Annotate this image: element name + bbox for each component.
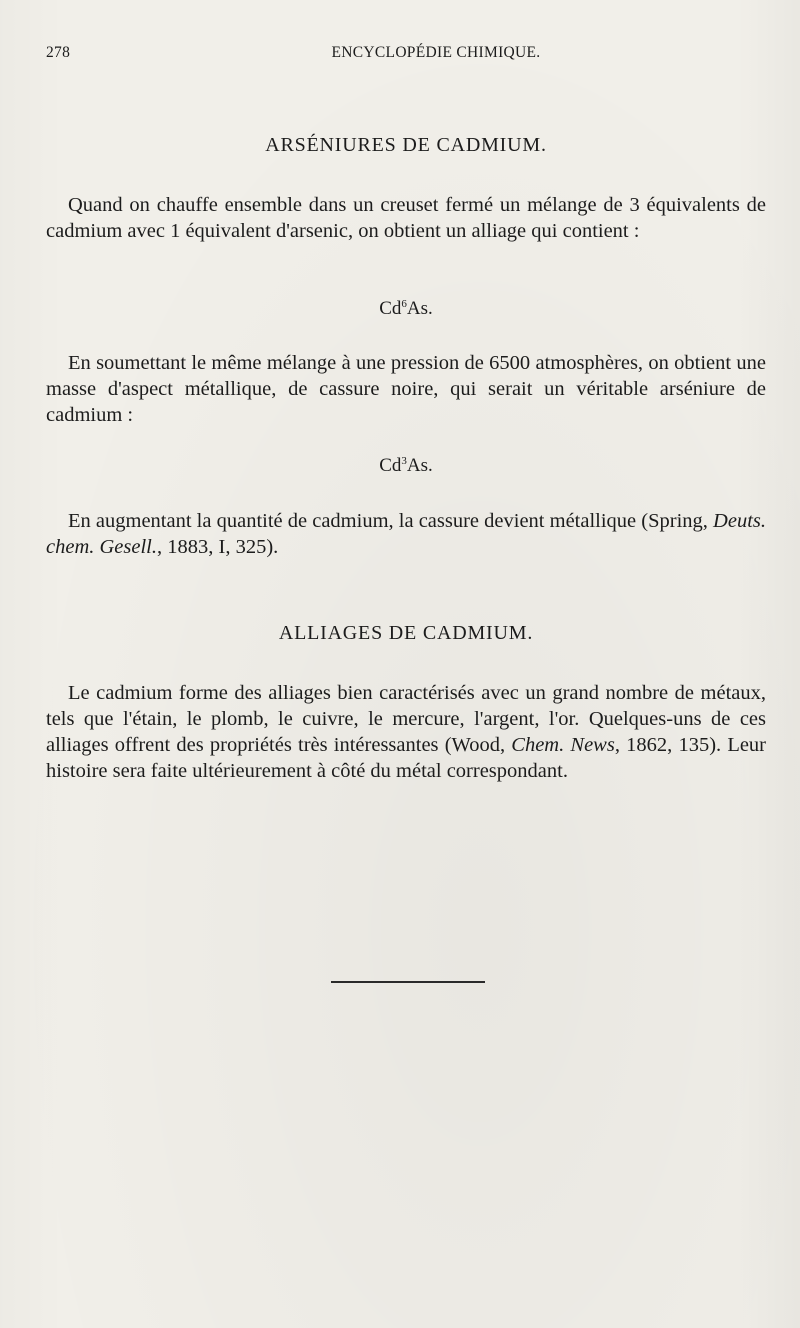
citation-journal: Chem. News	[511, 734, 615, 756]
formula-rest: As.	[406, 298, 433, 319]
formula-element: Cd	[379, 455, 402, 476]
formula-rest: As.	[406, 455, 433, 476]
page-number: 278	[46, 44, 71, 61]
section-end-rule	[331, 981, 485, 983]
text-run: En augmentant la quantité de cadmium, la cassure devient métallique (Spring,	[68, 510, 714, 532]
text-run: , 1862, 135). Leur histoire sera faite ultérieurement à côté du métal correspondant.	[46, 734, 767, 782]
text-run: Le cadmium forme des alliages bien caractérisés avec un grand nombre de métaux, tels que l'étain, le plomb, le cuivre, le mercure, l'argent, l'or. Quelques-uns de ces alliages offrent des propriétés très intéressantes (Wood,	[46, 682, 766, 756]
formula-element: Cd	[379, 298, 402, 319]
paragraph-arseniures-intro: Quand on chauffe ensemble dans un creuset fermé un mélange de 3 équivalents de cadmium avec 1 équivalent d'arsenic, on obtient un alliage qui contient :	[46, 194, 766, 242]
page-header	[46, 44, 766, 68]
formula-cd6as	[46, 298, 766, 320]
text-run: , 1883, I, 325).	[157, 536, 279, 558]
section-title-arseniures: ARSÉNIURES DE CADMIUM.	[265, 134, 547, 156]
section-title-alliages: ALLIAGES DE CADMIUM.	[278, 622, 534, 644]
paragraph-arseniures-pressure: En soumettant le même mélange à une pression de 6500 atmosphères, on obtient une masse d'aspect métallique, de cassure noire, qui serait un véritable arséniure de cadmium :	[46, 352, 766, 426]
paragraph-arseniures-spring	[46, 508, 766, 560]
paragraph-alliages	[46, 680, 766, 784]
formula-cd3as	[46, 455, 766, 477]
citation-journal: Deuts. chem. Gesell.	[46, 510, 766, 558]
running-title: ENCYCLOPÉDIE CHIMIQUE.	[331, 44, 541, 61]
formula-subscript: 6	[401, 298, 407, 310]
formula-subscript: 3	[401, 455, 407, 467]
